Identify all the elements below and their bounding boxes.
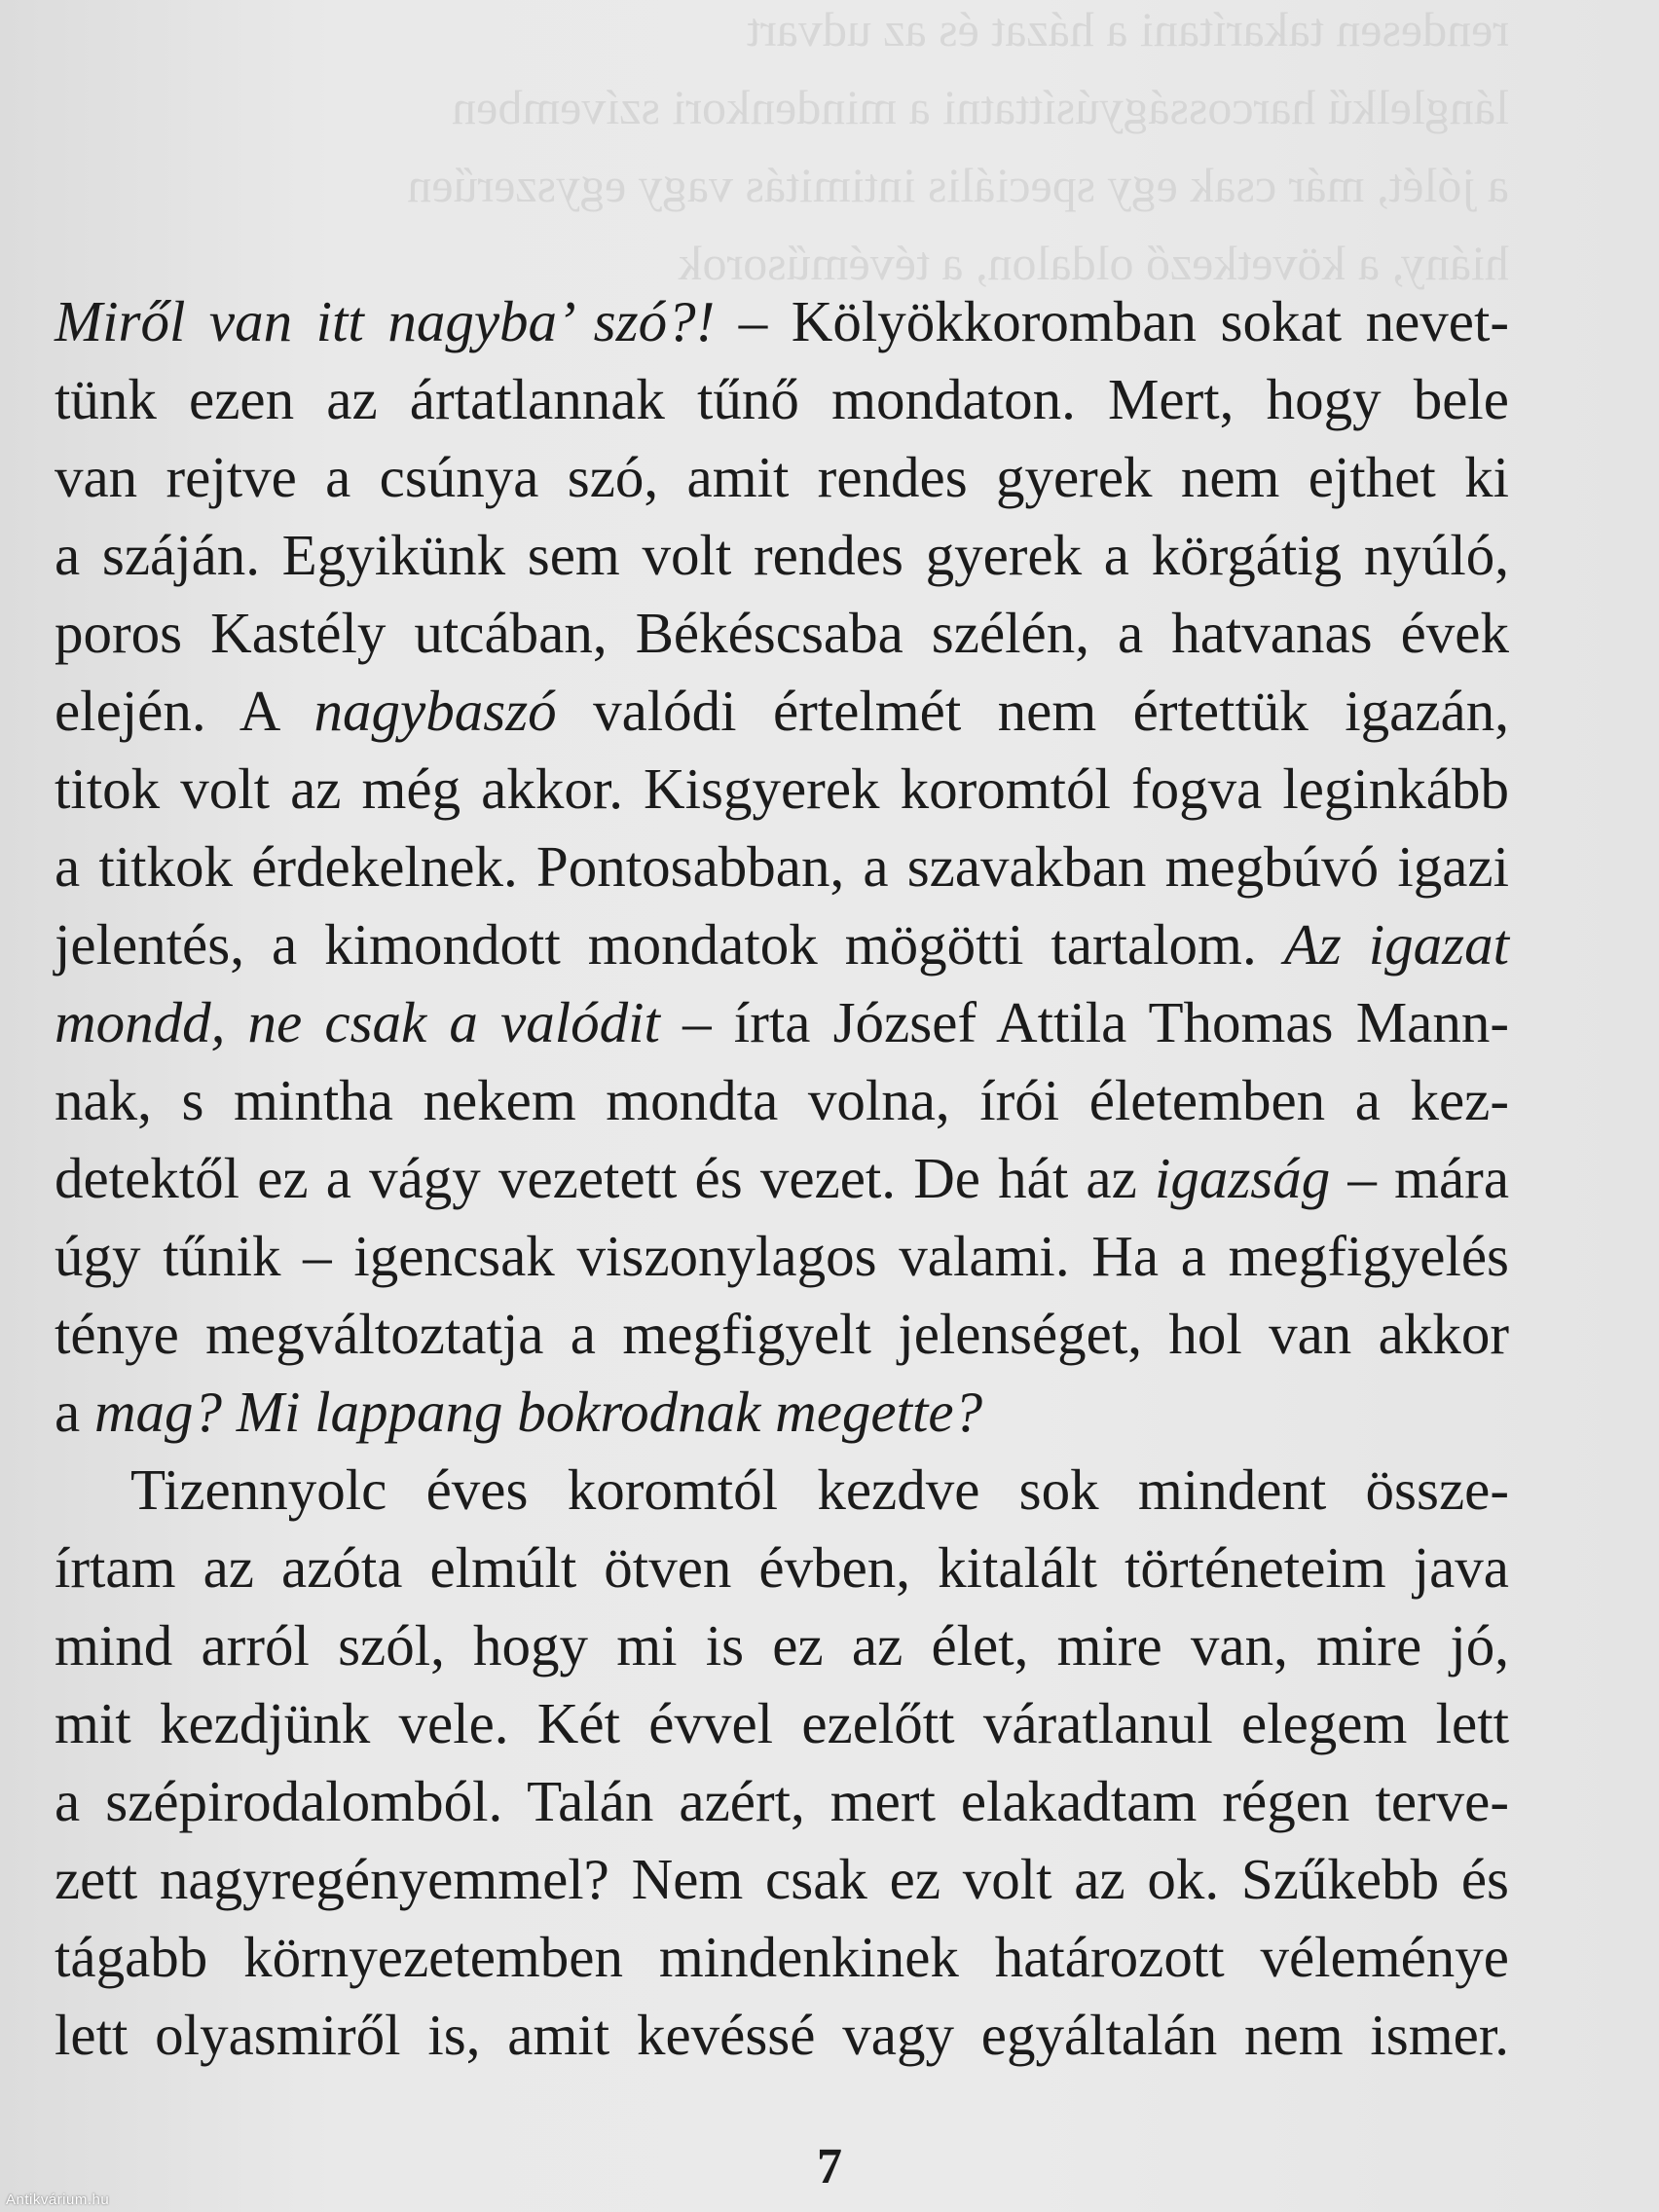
- text-line: [55, 1684, 1509, 1762]
- text-line: [55, 1295, 1509, 1373]
- text-segment: tünk ezen az ártatlannak tűnő mondaton. Mert, hogy bele: [55, 367, 1509, 431]
- text-segment: zett nagyregényemmel? Nem csak ez volt az ok. Szűkebb és: [55, 1847, 1509, 1911]
- text-line: [55, 672, 1509, 750]
- text-segment: poros Kastély utcában, Békéscsaba szélén, a hatvanas évek: [55, 601, 1509, 665]
- text-line: [55, 1606, 1509, 1684]
- text-segment: valódi értelmét nem értettük igazán,: [556, 679, 1509, 743]
- text-line: [55, 1217, 1509, 1295]
- text-line: [55, 905, 1509, 983]
- text-segment: Tizennyolc éves koromtól kezdve sok mindent össze-: [130, 1457, 1509, 1522]
- italic-text: Miről van itt nagyba’ szó?!: [55, 289, 716, 353]
- text-line: [55, 1840, 1509, 1918]
- text-segment: a szépirodalomból. Talán azért, mert elakadtam régen terve-: [55, 1769, 1509, 1833]
- italic-text: Az igazat: [1283, 912, 1509, 977]
- text-line: [55, 282, 1509, 360]
- text-segment: van rejtve a csúnya szó, amit rendes gyerek nem ejthet ki: [55, 445, 1509, 509]
- text-line: [55, 1061, 1509, 1139]
- text-segment: – mára: [1330, 1146, 1509, 1210]
- watermark: Antikvárium.hu: [6, 2192, 110, 2208]
- text-line: [55, 828, 1509, 905]
- text-segment: a: [55, 1380, 94, 1444]
- text-segment: mit kezdjünk vele. Két évvel ezelőtt váratlanul elegem lett: [55, 1691, 1509, 1755]
- text-line: [55, 516, 1509, 594]
- text-line: [55, 1762, 1509, 1840]
- text-line: [55, 1996, 1509, 2074]
- text-segment: – írta József Attila Thomas Mann-: [659, 990, 1509, 1054]
- bleed-line: hiány, a következő oldalon, a tévéműsorok: [678, 236, 1509, 290]
- text-segment: a titkok érdekelnek. Pontosabban, a szavakban megbúvó igazi: [55, 834, 1509, 899]
- text-line: [55, 594, 1509, 672]
- text-segment: detektől ez a vágy vezetett és vezet. De hát az: [55, 1146, 1155, 1210]
- text-line: [55, 1373, 1509, 1451]
- text-line: [55, 1918, 1509, 1996]
- body-text: [55, 282, 1509, 2074]
- italic-text: igazság: [1154, 1146, 1331, 1210]
- bleed-line: rendesen takarítani a házat és az udvart: [747, 2, 1509, 56]
- italic-text: mondd, ne csak a valódit: [55, 990, 660, 1054]
- text-line: [55, 438, 1509, 516]
- text-segment: a száján. Egyikünk sem volt rendes gyerek a körgátig nyúló,: [55, 523, 1509, 587]
- text-segment: lett olyasmiről is, amit kevéssé vagy egyáltalán nem ismer.: [55, 2003, 1509, 2067]
- italic-text: mag? Mi lappang bokrodnak megette?: [93, 1380, 983, 1444]
- bleed-through-text: [146, 0, 1509, 302]
- text-line: [55, 1451, 1509, 1529]
- bleed-line: lánglelkű harcosságyúsíttatni a mindenkori szívemben: [452, 80, 1509, 134]
- text-line: [55, 983, 1509, 1061]
- text-line: [55, 750, 1509, 828]
- page-number: 7: [817, 2139, 842, 2194]
- text-segment: titok volt az még akkor. Kisgyerek koromtól fogva leginkább: [55, 756, 1509, 821]
- text-segment: jelentés, a kimondott mondatok mögötti tartalom.: [55, 912, 1284, 977]
- text-segment: mind arról szól, hogy mi is ez az élet, mire van, mire jó,: [55, 1613, 1509, 1677]
- text-segment: nak, s mintha nekem mondta volna, írói életemben a kez-: [55, 1068, 1509, 1132]
- text-line: [55, 1529, 1509, 1606]
- paragraph-2: [55, 1451, 1509, 2074]
- text-segment: írtam az azóta elmúlt ötven évben, kitalált történeteim java: [55, 1535, 1509, 1600]
- italic-text: nagybaszó: [313, 679, 557, 743]
- text-line: [55, 1139, 1509, 1217]
- text-segment: ténye megváltoztatja a megfigyelt jelenséget, hol van akkor: [55, 1302, 1509, 1366]
- paragraph-1: [55, 282, 1509, 1451]
- text-segment: – Kölyökkoromban sokat nevet-: [715, 289, 1509, 353]
- text-line: [55, 360, 1509, 438]
- bleed-line: a jólét, már csak egy speciális intimitás vagy egyszerűen: [407, 158, 1509, 212]
- text-segment: úgy tűnik – igencsak viszonylagos valami. Ha a megfigyelés: [55, 1224, 1509, 1288]
- text-segment: elején. A: [55, 679, 314, 743]
- text-segment: tágabb környezetemben mindenkinek határozott véleménye: [55, 1925, 1509, 1989]
